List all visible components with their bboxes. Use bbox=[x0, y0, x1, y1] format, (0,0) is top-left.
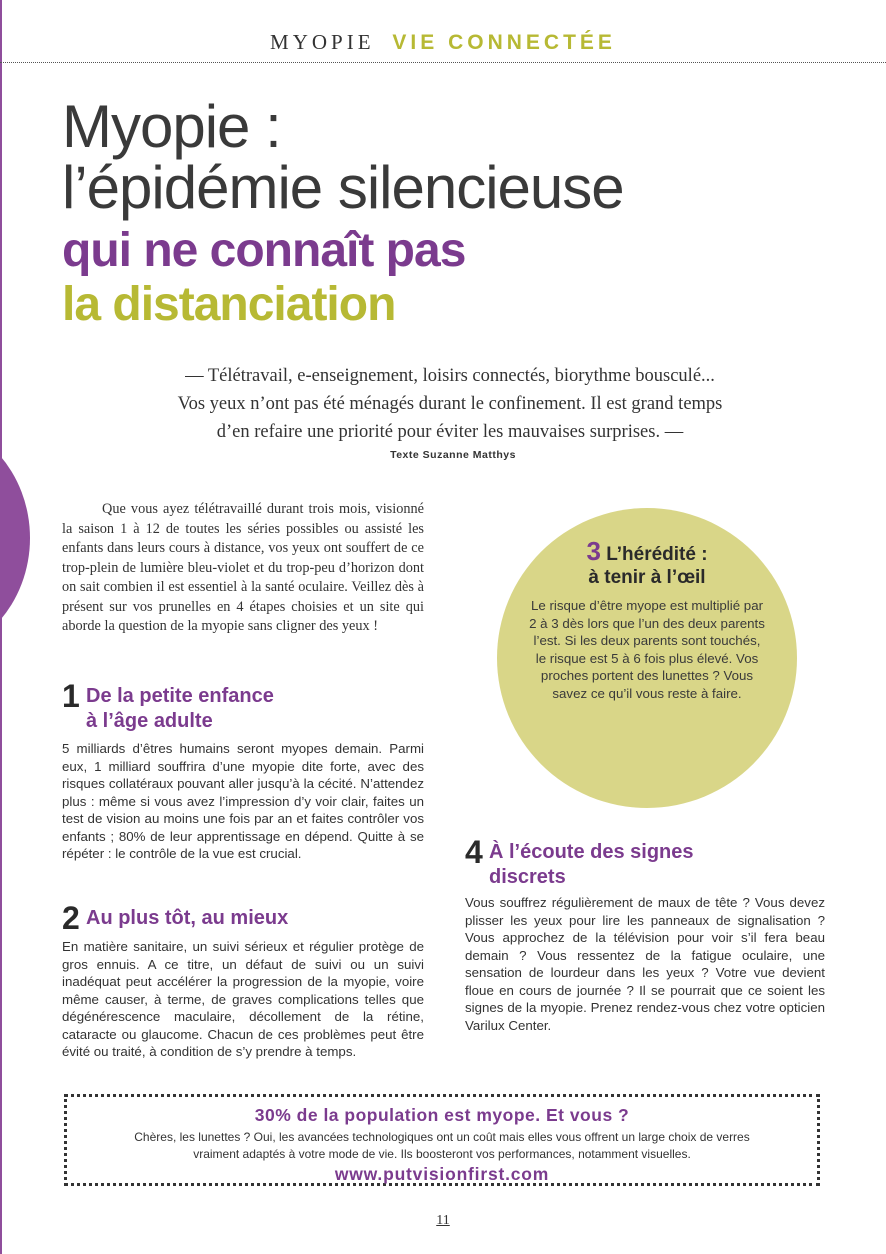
section-2-body: En matière sanitaire, un suivi sérieux et régulier protège de gros ennuis. A ce titre, un défaut de suivi ou un suivi inadéquat peut accélérer la progression de la myopie, voire même causer, à terme, de graves complications telles que dégénérescence maculaire, décollement de la rétine, cataracte ou glaucome. Chacun de ces problèmes peut être évité ou traité, à condition de s’y prendre à temps. bbox=[62, 939, 424, 1059]
section-4-number: 4 bbox=[465, 834, 483, 870]
title-line-2: l’épidémie silencieuse bbox=[62, 154, 624, 221]
page-number bbox=[0, 1213, 886, 1229]
section-2 bbox=[62, 900, 424, 1061]
section-3-body: Le risque d’être myope est multiplié par 2 à 3 dès lors que l’un des deux parents l’est. Si les deux parents sont touchés, le risque est 5 à 6 fois plus élevé. Vos proches portent des lunettes ? Vous savez ce qu’il vous reste à faire. bbox=[529, 598, 765, 701]
section-4-title-1: À l’écoute des signes bbox=[489, 841, 694, 863]
title-line-4: la distanciation bbox=[62, 278, 396, 331]
section-1-body: 5 milliards d’êtres humains seront myopes demain. Parmi eux, 1 milliard souffrira d’une myopie dite forte, avec des risques collatéraux pouvant aller jusqu’à la cécité. N’attendez plus : même si vous avez l’impression d’y voir clair, faites un test de vision au moins une fois par an et faites contrôler vos enfants ; 80% de leur apprentissage en dépend. Quitte à se répéter : le contrôle de la vue est crucial. bbox=[62, 741, 424, 861]
left-edge-bar bbox=[0, 0, 2, 1254]
author-credit: Texte Suzanne Matthys bbox=[390, 449, 516, 461]
lead-line-2: Vos yeux n’ont pas été ménagés durant le confinement. Il est grand temps bbox=[177, 394, 723, 414]
section-2-number: 2 bbox=[62, 900, 80, 936]
section-2-title-1: Au plus tôt, au mieux bbox=[86, 907, 289, 929]
intro-paragraph: Que vous ayez télétravaillé durant trois mois, visionné la saison 1 à 12 de toutes les séries possibles ou assisté les enfants dans leurs cours à distance, vos yeux ont souffert de ce trop-plein de lumière bleu-violet et du trop-peu d’horizon dont on sait combien il est essentiel à la santé oculaire. Veillez dès à présent sur vos prunelles en 4 étapes choisies et un site qui aborde la question de la myopie sans cligner des yeux ! bbox=[62, 501, 424, 634]
section-1-title-1: De la petite enfance bbox=[86, 685, 274, 707]
page-header bbox=[0, 30, 886, 55]
title-line-3: qui ne connaît pas bbox=[62, 224, 466, 277]
page-number-text: 11 bbox=[436, 1213, 450, 1228]
article-title bbox=[62, 93, 842, 332]
section-1-title-2: à l’âge adulte bbox=[86, 710, 213, 732]
header-section: VIE CONNECTÉE bbox=[392, 31, 616, 54]
info-box-body: Chères, les lunettes ? Oui, les avancées technologiques ont un coût mais elles vous offrent un large choix de verres vraiment adaptés à votre mode de vie. Ils boosteront vos performances, notamment visuelles. bbox=[134, 1130, 750, 1161]
heredity-circle bbox=[497, 508, 797, 808]
section-4-body: Vous souffrez régulièrement de maux de tête ? Vous devez plisser les yeux pour lire les panneaux de signalisation ? Vous approchez de la télévision pour voir s’il fera beau demain ? Vous ressentez de la fatigue oculaire, une sensation de lourdeur dans les yeux ? Votre vue devient floue en cours de journée ? Il se pourrait que ce soient les signes de la myopie. Prenez rendez-vous chez votre opticien Varilux Center. bbox=[465, 895, 825, 1033]
info-box-headline: 30% de la population est myope. Et vous ? bbox=[254, 1105, 630, 1125]
header-rubric: MYOPIE bbox=[270, 30, 375, 54]
lead-line-1: — Télétravail, e-enseignement, loisirs connectés, biorythme bousculé... bbox=[185, 366, 715, 386]
section-4-title-2: discrets bbox=[489, 866, 566, 888]
section-3-heading bbox=[497, 536, 797, 566]
section-1-number: 1 bbox=[62, 678, 80, 714]
section-3-title-2: à tenir à l’œil bbox=[588, 567, 706, 588]
article-lead bbox=[100, 362, 800, 446]
header-divider bbox=[0, 62, 886, 63]
lead-line-3: d’en refaire une priorité pour éviter les mauvaises surprises. — bbox=[216, 422, 684, 442]
section-1-title bbox=[86, 684, 274, 734]
info-box bbox=[64, 1094, 820, 1186]
section-2-title bbox=[86, 906, 288, 931]
section-3-title-1: L’hérédité : bbox=[606, 544, 708, 565]
section-4 bbox=[465, 834, 825, 1034]
title-line-1: Myopie : bbox=[62, 93, 281, 160]
section-1 bbox=[62, 678, 424, 863]
section-4-title bbox=[489, 840, 694, 890]
section-3-number: 3 bbox=[586, 536, 601, 566]
info-box-url-link[interactable]: www.putvisionfirst.com bbox=[334, 1164, 550, 1184]
